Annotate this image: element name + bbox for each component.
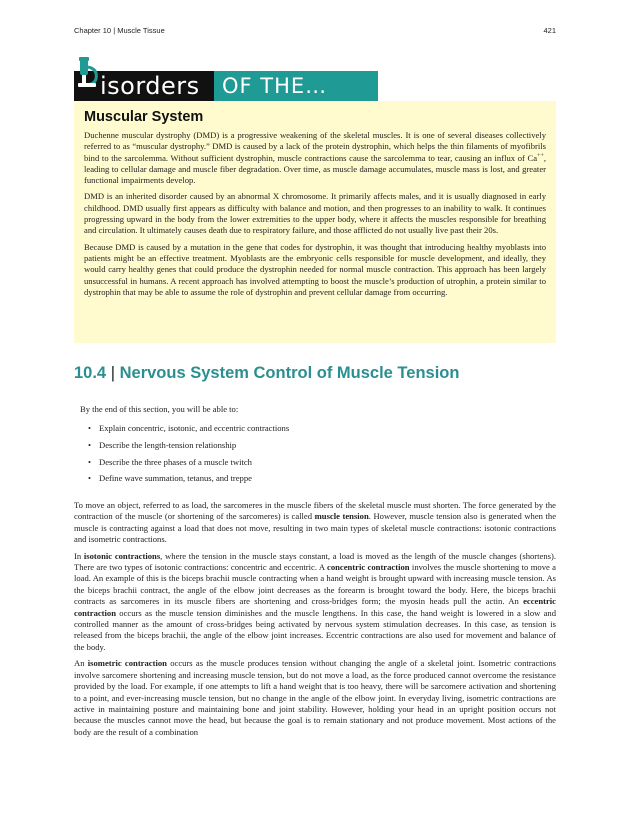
body-text [74, 500, 556, 743]
chapter-title: Chapter 10 | Muscle Tissue [74, 26, 165, 35]
learning-objectives [80, 404, 550, 487]
bullet-icon: • [88, 473, 92, 484]
page-number: 421 [543, 26, 556, 35]
banner-title-of-the: OF THE… [222, 74, 328, 98]
banner-title-disorders: isorders [100, 72, 200, 100]
box-paragraph-2: DMD is an inherited disorder caused by an abnormal X chromosome. It primarily affects males, and it is usually diagnosed in early childhood. DMD usually first appears as difficulty with balance and motion, and then progresses to an inability to walk. It continues progressing upward in the body from the lower extremities to the upper body, where it affects the muscles responsible for breathing and circulation. It ultimately causes death due to respiratory failure, and those afflicted do not usually live past their 20s. [84, 191, 546, 236]
microscope-d-icon [76, 57, 100, 89]
list-item: • Describe the three phases of a muscle twitch [80, 454, 550, 471]
bullet-icon: • [88, 439, 92, 450]
box-paragraph-3: Because DMD is caused by a mutation in the gene that codes for dystrophin, it was thought that introducing healthy myoblasts into patients might be an effective treatment. Myoblasts are the embryonic cells responsible for muscle development, and ideally, they would carry healthy genes that could produce the dystrophin needed for normal muscle contraction. This approach has been largely unsuccessful in humans. A recent approach has involved attempting to boost the muscle’s production of utrophin, a protein similar to dystrophin that may be able to assume the role of dystrophin and prevent cellular damage from occurring. [84, 241, 546, 297]
disorder-box [74, 101, 556, 343]
bullet-icon: • [88, 456, 92, 467]
body-paragraph-3: An isometric contraction occurs as the muscle produces tension without changing the angle of a skeletal joint. Isometric contractions involve sarcomere shortening and increasing muscle tension, but do not move a load, as the force produced cannot overcome the resistance provided by the load. For example, if one attempts to lift a hand weight that is too heavy, there will be sarcomere activation and shortening to a point, and ever-increasing muscle tension, but no change in the angle of the elbow joint. In everyday living, isometric contractions are active in maintaining posture and maintaining bone and joint stability. However, holding your head in an upright position occurs not because the muscles cannot move the head, but because the goal is to remain stationary and not produce movement. Most actions of the body are the result of a combination [74, 658, 556, 737]
list-item: • Describe the length-tension relationship [80, 437, 550, 454]
objectives-intro: By the end of this section, you will be able to: [80, 404, 239, 414]
body-paragraph-2: In isotonic contractions, where the tension in the muscle stays constant, a load is moved as the length of the muscle changes (shortens). There are two types of isotonic contractions: concentric and eccentric. A concentric contraction involves the muscle shortening to move a load. An example of this is the biceps brachii muscle contracting when a hand weight is brought upward with increasing muscle tension. As the biceps brachii contract, the angle of the elbow joint decreases as the forearm is brought toward the body. Here, the biceps brachii contracts as sarcomeres in its muscle fibers are shortening and cross-bridges form; the myosin heads pull the actin. An eccentric contraction occurs as the muscle tension diminishes and the muscle lengthens. In this case, the hand weight is lowered in a slow and controlled manner as the amount of cross-bridges being activated by nervous system stimulation decreases. In this case, as tension is released from the biceps brachii, the angle of the elbow joint increases. Eccentric contractions are also used for movement and balance of the body. [74, 550, 556, 652]
section-heading: 10.4 | Nervous System Control of Muscle Tension [74, 364, 460, 382]
box-paragraph-1: Duchenne muscular dystrophy (DMD) is a progressive weakening of the skeletal muscles. It is one of several diseases collectively referred to as “muscular dystrophy.” DMD is caused by a lack of the protein dystrophin, which helps the thin filaments of myofibrils bind to the sarcolemma. Without sufficient dystrophin, muscle contractions cause the sarcolemma to tear, causing an influx of Ca++, leading to cellular damage and muscle fiber degradation. Over time, as muscle damage accumulates, muscle mass is lost, and greater functional impairments develop. [84, 130, 546, 186]
disorders-banner [74, 57, 378, 101]
list-item: • Define wave summation, tetanus, and treppe [80, 470, 550, 487]
page-header [74, 26, 556, 35]
body-paragraph-1: To move an object, referred to as load, the sarcomeres in the muscle fibers of the skeletal muscle must shorten. The force generated by the contraction of the muscle (or shortening of the sarcomeres) is called muscle tension. However, muscle tension also is generated when the muscle is contracting against a load that does not move, resulting in two main types of skeletal muscle contractions: isotonic contractions and isometric contractions. [74, 500, 557, 545]
list-item: • Explain concentric, isotonic, and eccentric contractions [80, 420, 550, 437]
bullet-icon: • [88, 423, 92, 433]
box-title: Muscular System [84, 109, 204, 125]
